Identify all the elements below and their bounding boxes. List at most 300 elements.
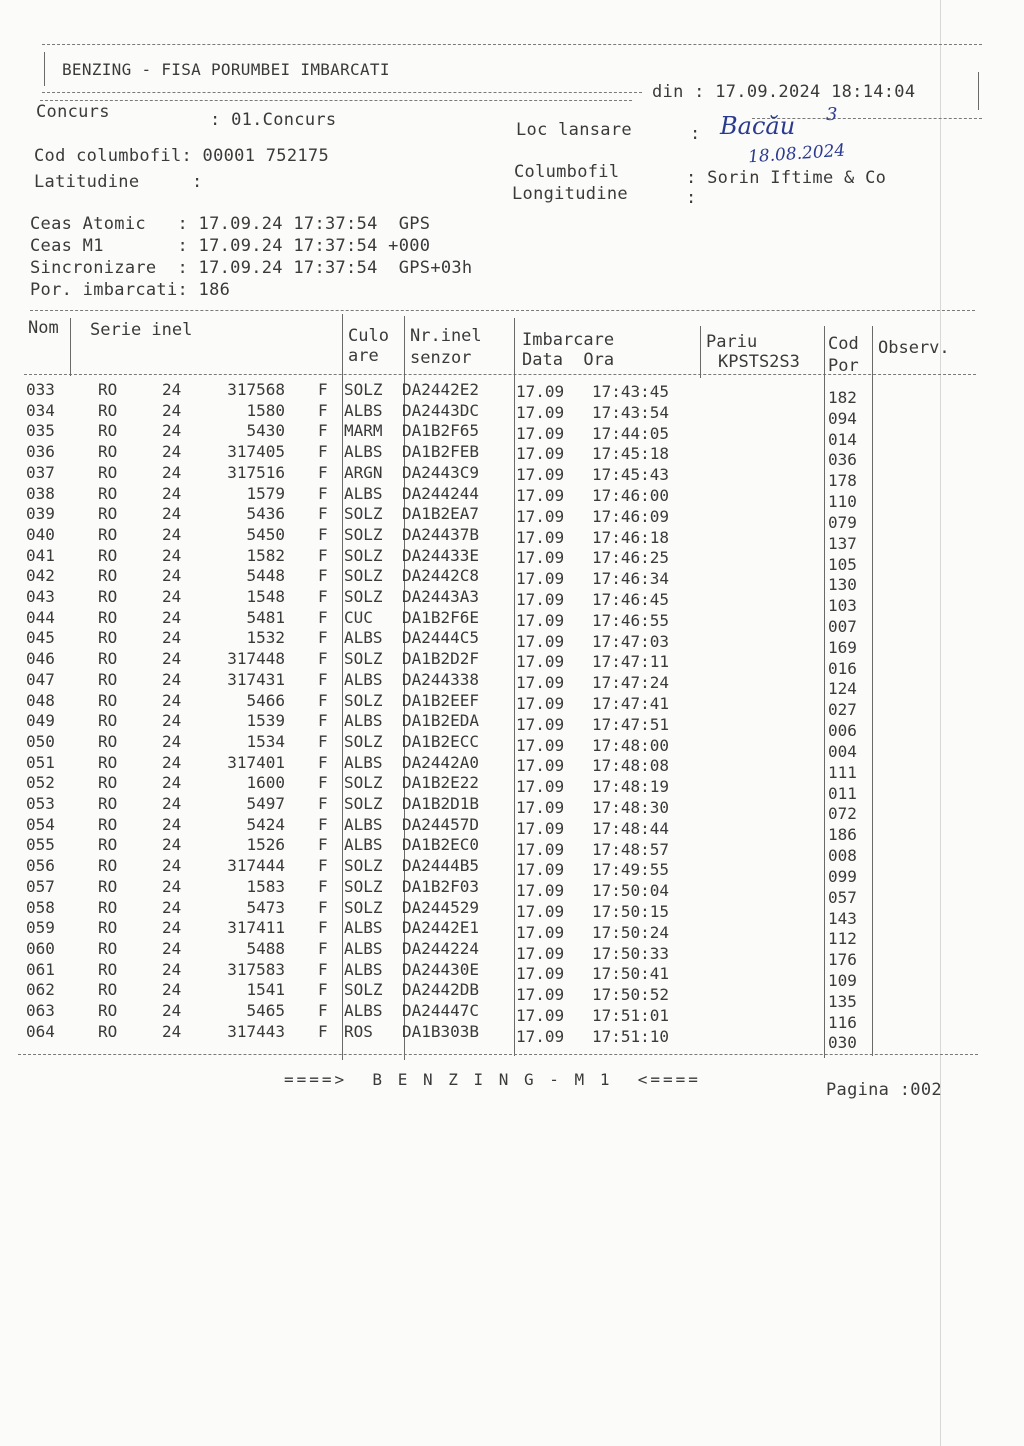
row-sensor: DA1B2FEB: [402, 442, 480, 462]
row-ring: 1583: [246, 876, 285, 896]
row-time: 17:48:00: [592, 735, 670, 755]
row-date: 17.09: [516, 631, 565, 651]
row-color: ALBS: [344, 669, 383, 689]
table-row: [0, 483, 1024, 512]
row-color: SOLZ: [344, 545, 383, 565]
table-row: [0, 462, 1024, 491]
handwritten-date: 18.08.2024: [747, 140, 846, 168]
row-sex: F: [318, 814, 328, 834]
row-date: 17.09: [516, 548, 565, 568]
row-color: SOLZ: [344, 794, 383, 813]
table-rule-bottom: [18, 1054, 978, 1055]
row-ring: 5430: [246, 421, 285, 441]
row-nom: 063: [26, 1001, 55, 1020]
row-sensor: DA24457D: [402, 814, 480, 834]
table-row: [0, 1021, 1024, 1053]
table-row: [0, 566, 1024, 595]
row-date: 17.09: [516, 610, 565, 630]
row-cod: 030: [828, 1033, 857, 1053]
row-ring: 1526: [246, 835, 285, 855]
row-ring: 5481: [246, 607, 285, 627]
page-number: Pagina :002: [826, 1080, 942, 1100]
ceas-m1: Ceas M1 : 17.09.24 17:37:54 +000: [30, 236, 431, 256]
handwritten-number: 3: [826, 104, 838, 125]
row-date: 17.09: [516, 985, 565, 1005]
row-year: 24: [162, 980, 182, 1000]
row-color: ALBS: [344, 938, 383, 958]
row-nom: 057: [26, 876, 55, 896]
row-country: RO: [98, 524, 118, 544]
table-row: [0, 752, 1024, 782]
table-row: [0, 649, 1024, 678]
row-time: 17:48:44: [592, 818, 670, 838]
row-cod: 124: [828, 679, 857, 699]
row-sex: F: [318, 794, 328, 813]
row-year: 24: [162, 773, 182, 793]
row-color: SOLZ: [344, 897, 383, 917]
row-date: 17.09: [516, 569, 565, 589]
row-color: ARGN: [344, 462, 383, 482]
row-year: 24: [162, 1001, 182, 1020]
row-color: SOLZ: [344, 649, 383, 669]
row-sensor: DA2442E2: [402, 380, 480, 399]
row-cod: 130: [828, 575, 857, 595]
row-time: 17:51:10: [592, 1026, 670, 1046]
row-year: 24: [162, 628, 182, 648]
table-row: [0, 690, 1024, 720]
row-cod: 176: [828, 950, 857, 970]
header-bar-left: [44, 52, 45, 86]
row-year: 24: [162, 587, 182, 606]
row-country: RO: [98, 752, 118, 772]
row-cod: 110: [828, 492, 857, 512]
row-nom: 059: [26, 918, 55, 938]
row-sex: F: [318, 483, 328, 503]
row-cod: 016: [828, 658, 857, 678]
row-date: 17.09: [516, 465, 565, 485]
row-cod: 109: [828, 970, 857, 990]
row-time: 17:48:08: [592, 756, 670, 776]
row-sex: F: [318, 1001, 328, 1020]
row-ring: 317516: [227, 462, 285, 482]
row-sex: F: [318, 669, 328, 689]
row-date: 17.09: [516, 798, 565, 817]
row-ring: 317431: [227, 669, 285, 689]
row-cod: 094: [828, 408, 857, 428]
row-year: 24: [162, 876, 182, 896]
row-cod: 135: [828, 991, 857, 1011]
row-sex: F: [318, 462, 328, 482]
row-ring: 5465: [246, 1001, 285, 1020]
row-year: 24: [162, 794, 182, 813]
row-color: SOLZ: [344, 980, 383, 1000]
row-time: 17:44:05: [592, 423, 670, 443]
row-country: RO: [98, 980, 118, 1000]
table-row: [0, 421, 1024, 449]
row-sensor: DA24433E: [402, 545, 480, 565]
col-header-nom: Nom: [28, 318, 59, 338]
row-ring: 5473: [246, 897, 285, 917]
row-sex: F: [318, 856, 328, 876]
cod-columbofil: Cod columbofil: 00001 752175: [34, 146, 329, 166]
row-sex: F: [318, 400, 328, 420]
row-nom: 052: [26, 773, 55, 793]
header-rule-mid: [42, 92, 642, 93]
row-sensor: DA1B2EA7: [402, 504, 480, 524]
row-color: ALBS: [344, 835, 383, 855]
row-time: 17:46:00: [592, 486, 670, 505]
row-nom: 054: [26, 814, 55, 834]
row-time: 17:47:03: [592, 631, 670, 651]
row-sex: F: [318, 566, 328, 586]
row-date: 17.09: [516, 652, 565, 672]
row-ring: 1548: [246, 587, 285, 606]
row-year: 24: [162, 731, 182, 751]
row-time: 17:50:52: [592, 985, 670, 1005]
row-sensor: DA2442DB: [402, 980, 480, 1000]
row-time: 17:50:33: [592, 943, 670, 963]
row-country: RO: [98, 897, 118, 917]
row-ring: 1582: [246, 545, 285, 565]
loc-lansare-label: Loc lansare: [516, 120, 632, 140]
sep-pariu: [700, 326, 701, 378]
table-rule-header: [24, 374, 976, 375]
row-country: RO: [98, 856, 118, 876]
row-sex: F: [318, 876, 328, 896]
concurs-label: Concurs: [36, 102, 110, 122]
row-sensor: DA1B303B: [402, 1021, 480, 1041]
row-color: SOLZ: [344, 587, 383, 606]
row-country: RO: [98, 504, 118, 524]
row-time: 17:46:09: [592, 506, 670, 526]
col-header-pariu-1: Pariu: [706, 332, 758, 352]
row-nom: 037: [26, 462, 55, 482]
row-nom: 050: [26, 731, 55, 751]
row-year: 24: [162, 835, 182, 855]
row-cod: 006: [828, 721, 857, 741]
row-sex: F: [318, 835, 328, 855]
row-sensor: DA1B2EC0: [402, 835, 480, 855]
row-country: RO: [98, 711, 118, 731]
row-cod: 111: [828, 762, 857, 782]
row-cod: 137: [828, 533, 857, 553]
row-nom: 047: [26, 669, 55, 689]
ceas-atomic: Ceas Atomic : 17.09.24 17:37:54 GPS: [30, 214, 431, 234]
row-sensor: DA1B2D1B: [402, 794, 480, 813]
row-sex: F: [318, 587, 328, 606]
row-sensor: DA2444C5: [402, 628, 480, 648]
row-sex: F: [318, 897, 328, 917]
row-nom: 046: [26, 649, 55, 669]
row-time: 17:50:04: [592, 881, 670, 901]
row-year: 24: [162, 690, 182, 710]
row-ring: 5466: [246, 690, 285, 710]
row-date: 17.09: [516, 486, 565, 505]
row-sensor: DA24437B: [402, 524, 480, 544]
row-sex: F: [318, 980, 328, 1000]
row-ring: 317583: [227, 959, 285, 979]
row-color: ALBS: [344, 959, 383, 979]
row-year: 24: [162, 959, 182, 979]
row-sensor: DA1B2E22: [402, 773, 480, 793]
row-sensor: DA2443DC: [402, 400, 480, 420]
report-datetime: din : 17.09.2024 18:14:04: [652, 82, 916, 102]
porumbei-imbarcati: Por. imbarcati: 186: [30, 280, 231, 300]
row-nom: 039: [26, 504, 55, 524]
row-date: 17.09: [516, 860, 565, 880]
row-year: 24: [162, 566, 182, 586]
row-ring: 317568: [227, 380, 285, 399]
header-rule-low: [40, 100, 632, 101]
row-year: 24: [162, 524, 182, 544]
longitudine-sep: :: [686, 188, 697, 208]
row-ring: 317405: [227, 442, 285, 462]
table-row: [0, 773, 1024, 803]
col-header-serie: Serie inel: [90, 320, 193, 340]
columbofil-label: Columbofil: [514, 162, 620, 182]
col-header-culoare-1: Culo: [348, 326, 389, 346]
row-date: 17.09: [516, 839, 565, 859]
row-sex: F: [318, 421, 328, 441]
row-nom: 041: [26, 545, 55, 565]
row-time: 17:47:24: [592, 673, 670, 693]
row-country: RO: [98, 959, 118, 979]
row-ring: 5488: [246, 938, 285, 958]
columbofil-value: : Sorin Iftime & Co: [686, 168, 887, 188]
row-sex: F: [318, 938, 328, 958]
row-country: RO: [98, 400, 118, 420]
table-row: [0, 545, 1024, 574]
handwritten-place: Bacău: [720, 112, 796, 140]
row-year: 24: [162, 545, 182, 565]
row-year: 24: [162, 421, 182, 441]
row-sensor: DA2442A0: [402, 752, 480, 772]
row-time: 17:45:43: [592, 465, 670, 485]
row-cod: 011: [828, 783, 857, 803]
row-nom: 062: [26, 980, 55, 1000]
row-time: 17:43:45: [592, 382, 670, 401]
table-row: [0, 442, 1024, 470]
row-date: 17.09: [516, 1026, 565, 1046]
row-time: 17:51:01: [592, 1006, 670, 1025]
row-color: SOLZ: [344, 773, 383, 793]
row-date: 17.09: [516, 756, 565, 776]
row-color: ALBS: [344, 711, 383, 731]
row-sex: F: [318, 380, 328, 399]
row-country: RO: [98, 1021, 118, 1041]
row-cod: 007: [828, 617, 857, 636]
row-time: 17:47:11: [592, 652, 670, 672]
row-date: 17.09: [516, 943, 565, 963]
row-nom: 056: [26, 856, 55, 876]
row-year: 24: [162, 1021, 182, 1041]
header-rule-top: [42, 44, 982, 45]
table-row: [0, 607, 1024, 636]
row-nom: 051: [26, 752, 55, 772]
row-sex: F: [318, 918, 328, 938]
row-sensor: DA1B2ECC: [402, 731, 480, 751]
col-header-nrinel-1: Nr.inel: [410, 326, 482, 346]
page-title: BENZING - FISA PORUMBEI IMBARCATI: [62, 60, 390, 79]
row-ring: 1539: [246, 711, 285, 731]
longitudine-label: Longitudine: [512, 184, 628, 204]
row-ring: 317444: [227, 856, 285, 876]
row-country: RO: [98, 421, 118, 441]
row-time: 17:50:41: [592, 964, 670, 984]
row-year: 24: [162, 711, 182, 731]
row-time: 17:43:54: [592, 402, 670, 422]
row-date: 17.09: [516, 694, 565, 713]
row-year: 24: [162, 462, 182, 482]
row-year: 24: [162, 380, 182, 399]
row-sex: F: [318, 442, 328, 462]
row-sensor: DA2443C9: [402, 462, 480, 482]
row-sensor: DA2442C8: [402, 566, 480, 586]
row-year: 24: [162, 897, 182, 917]
row-ring: 1541: [246, 980, 285, 1000]
row-year: 24: [162, 814, 182, 834]
row-color: SOLZ: [344, 566, 383, 586]
row-time: 17:46:45: [592, 590, 670, 609]
table-row: [0, 628, 1024, 657]
row-color: ALBS: [344, 918, 383, 938]
row-sensor: DA244224: [402, 938, 480, 958]
row-nom: 040: [26, 524, 55, 544]
row-nom: 033: [26, 380, 55, 399]
row-country: RO: [98, 628, 118, 648]
row-time: 17:48:57: [592, 839, 670, 859]
row-date: 17.09: [516, 1006, 565, 1025]
row-sex: F: [318, 731, 328, 751]
row-color: ALBS: [344, 483, 383, 503]
row-sex: F: [318, 628, 328, 648]
row-time: 17:46:34: [592, 569, 670, 589]
row-time: 17:48:19: [592, 777, 670, 797]
row-year: 24: [162, 504, 182, 524]
row-ring: 5448: [246, 566, 285, 586]
row-country: RO: [98, 566, 118, 586]
row-country: RO: [98, 649, 118, 669]
row-nom: 038: [26, 483, 55, 503]
col-header-nrinel-2: senzor: [410, 348, 472, 368]
row-cod: 079: [828, 512, 857, 532]
row-cod: 099: [828, 866, 857, 886]
row-country: RO: [98, 1001, 118, 1020]
row-nom: 061: [26, 959, 55, 979]
row-sex: F: [318, 545, 328, 565]
row-sensor: DA2444B5: [402, 856, 480, 876]
row-time: 17:50:15: [592, 902, 670, 921]
row-sex: F: [318, 649, 328, 669]
row-color: SOLZ: [344, 856, 383, 876]
row-country: RO: [98, 607, 118, 627]
row-country: RO: [98, 835, 118, 855]
row-sensor: DA2442E1: [402, 918, 480, 938]
row-country: RO: [98, 669, 118, 689]
row-ring: 317411: [227, 918, 285, 938]
row-nom: 049: [26, 711, 55, 731]
row-nom: 045: [26, 628, 55, 648]
row-ring: 5497: [246, 794, 285, 813]
row-nom: 035: [26, 421, 55, 441]
row-nom: 042: [26, 566, 55, 586]
row-country: RO: [98, 442, 118, 462]
row-sensor: DA244529: [402, 897, 480, 917]
row-nom: 048: [26, 690, 55, 710]
row-date: 17.09: [516, 818, 565, 838]
row-date: 17.09: [516, 527, 565, 547]
row-country: RO: [98, 462, 118, 482]
row-ring: 1600: [246, 773, 285, 793]
row-time: 17:46:25: [592, 548, 670, 568]
row-date: 17.09: [516, 922, 565, 942]
row-ring: 317401: [227, 752, 285, 772]
col-header-pariu-2: KPSTS2S3: [718, 352, 800, 372]
row-ring: 1532: [246, 628, 285, 648]
row-country: RO: [98, 876, 118, 896]
row-sensor: DA1B2F03: [402, 876, 480, 896]
row-nom: 036: [26, 442, 55, 462]
row-sex: F: [318, 607, 328, 627]
row-ring: 1534: [246, 731, 285, 751]
row-sex: F: [318, 752, 328, 772]
row-cod: 178: [828, 471, 857, 491]
row-cod: 105: [828, 554, 857, 574]
row-year: 24: [162, 400, 182, 420]
col-header-observ: Observ.: [878, 338, 950, 358]
row-sex: F: [318, 524, 328, 544]
row-cod: 112: [828, 929, 857, 949]
row-cod: 027: [828, 700, 857, 720]
row-time: 17:47:51: [592, 714, 670, 734]
row-time: 17:46:18: [592, 527, 670, 547]
row-cod: 014: [828, 429, 857, 449]
row-ring: 317443: [227, 1021, 285, 1041]
row-date: 17.09: [516, 506, 565, 526]
row-ring: 5436: [246, 504, 285, 524]
row-color: SOLZ: [344, 380, 383, 399]
col-header-imbarcare-2: Data Ora: [522, 350, 615, 370]
row-time: 17:49:55: [592, 860, 670, 880]
col-header-imbarcare-1: Imbarcare: [522, 330, 615, 350]
row-ring: 5424: [246, 814, 285, 834]
row-date: 17.09: [516, 423, 565, 443]
row-sex: F: [318, 711, 328, 731]
col-header-culoare-2: are: [348, 346, 379, 366]
sep-nom: [70, 318, 71, 376]
row-year: 24: [162, 918, 182, 938]
row-ring: 1580: [246, 400, 285, 420]
row-sensor: DA24447C: [402, 1001, 480, 1020]
row-sensor: DA1B2EDA: [402, 711, 480, 731]
row-date: 17.09: [516, 735, 565, 755]
footer-brand: ====> B E N Z I N G - M 1 <====: [284, 1070, 701, 1089]
row-sex: F: [318, 773, 328, 793]
row-cod: 116: [828, 1012, 857, 1032]
row-color: SOLZ: [344, 731, 383, 751]
table-row: [0, 587, 1024, 616]
row-nom: 053: [26, 794, 55, 813]
row-date: 17.09: [516, 881, 565, 901]
row-sex: F: [318, 690, 328, 710]
row-country: RO: [98, 794, 118, 813]
row-date: 17.09: [516, 402, 565, 422]
row-cod: 103: [828, 596, 857, 616]
row-time: 17:46:55: [592, 610, 670, 630]
row-color: SOLZ: [344, 876, 383, 896]
table-row: [0, 504, 1024, 532]
table-row: [0, 380, 1024, 407]
